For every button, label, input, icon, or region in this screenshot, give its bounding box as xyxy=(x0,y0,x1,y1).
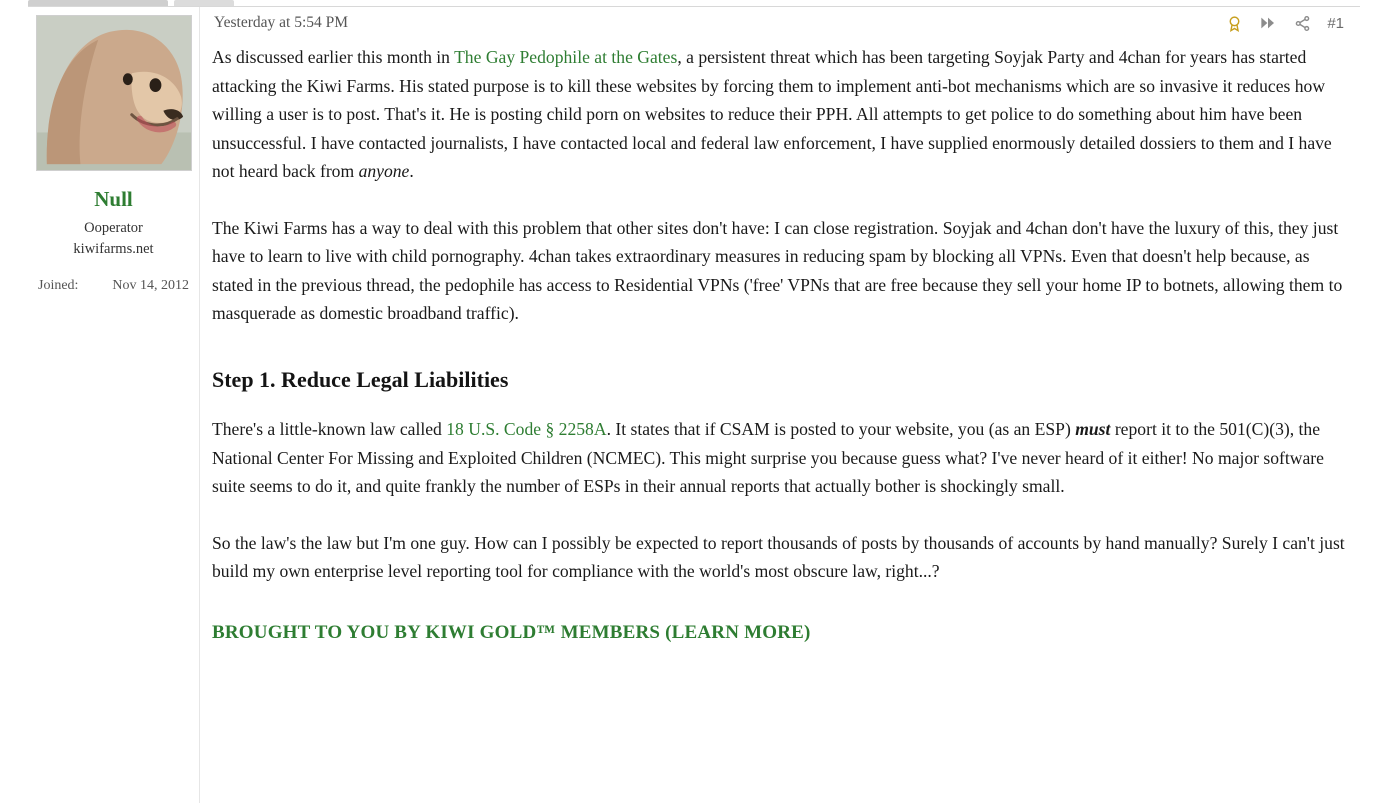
promo-paren-open: ( xyxy=(665,621,672,643)
post-message-column xyxy=(200,7,1360,803)
share-icon[interactable] xyxy=(1293,14,1311,32)
promo-banner xyxy=(212,618,1346,649)
author-title: Ooperator xyxy=(84,220,143,237)
intro-text-c: . xyxy=(409,161,414,181)
link-gay-pedophile-at-the-gates[interactable]: The Gay Pedophile at the Gates xyxy=(454,47,678,67)
paragraph-law xyxy=(212,415,1346,501)
link-learn-more[interactable]: LEARN MORE xyxy=(671,621,804,643)
jump-to-new-icon[interactable] xyxy=(1259,14,1277,32)
paragraph-registration: The Kiwi Farms has a way to deal with this problem that other sites don't have: I can close registration. Soyjak and 4chan don't have the luxury of this, they just have to learn to live with child pornography. 4chan takes extraordinary measures in reducing spam by blocking all VPNs. Even that doesn't help because, as stated in the previous thread, the pedophile has access to Residential VPNs ('free' VPNs that are free because they sell your home IP to botnets, allowing them to masquerade as domestic broadband traffic). xyxy=(212,217,1343,323)
post-date[interactable]: Yesterday at 5:54 PM xyxy=(214,14,349,31)
post-body xyxy=(212,39,1346,648)
section-heading-step1: Step 1. Reduce Legal Liabilities xyxy=(212,366,509,392)
joined-date: Nov 14, 2012 xyxy=(112,278,189,294)
law-text-c: report it to the 501(C)(3), the National Center For Missing and Exploited Children (NCMEC). This might surprise you because guess what? I've never heard of it either! No major software suite seems to do it, and quite frankly the number of ESPs in their annual reports that actually bother is shockingly small. xyxy=(212,419,1324,497)
author-site: kiwifarms.net xyxy=(73,241,154,258)
emphasis-anyone: anyone xyxy=(358,161,410,181)
post-number[interactable]: #1 xyxy=(1327,14,1344,32)
joined-label: Joined: xyxy=(38,278,79,294)
intro-text-b: , a persistent threat which has been targeting Soyjak Party and 4chan for years has started attacking the Kiwi Farms. His stated purpose is to kill these websites by forcing them to implement anti-bot mechanisms which are so invasive it reduces how willing a user is to post. That's it. He is posting child porn on websites to reduce their PPH. All attempts to get police to do something about him have been unsuccessful. I have contacted journalists, I have contacted local and federal law enforcement, I have supplied enormously detailed dossiers to them and I have not heard back from xyxy=(212,47,1332,181)
author-name[interactable]: Null xyxy=(94,187,133,211)
joined-row xyxy=(36,278,191,294)
intro-text-a: As discussed earlier this month in xyxy=(212,47,455,67)
award-icon[interactable] xyxy=(1225,14,1243,32)
post-author-column xyxy=(28,7,200,803)
post-header-actions xyxy=(1225,14,1344,32)
promo-paren-close: ) xyxy=(804,621,811,643)
law-text-b: . It states that if CSAM is posted to your website, you (as an ESP) xyxy=(606,419,1076,440)
law-text-a: There's a little-known law called xyxy=(212,419,447,440)
paragraph-one-guy: So the law's the law but I'm one guy. How can I possibly be expected to report thousands of posts by thousands of accounts by hand manually? Surely I can't just build my own enterprise level reporting tool for compliance with the world's most obscure law, right...? xyxy=(212,532,1345,582)
emphasis-must: must xyxy=(1075,419,1111,440)
link-18-usc-2258a[interactable]: 18 U.S. Code § 2258A xyxy=(446,419,607,440)
post-container xyxy=(28,6,1360,803)
paragraph-intro xyxy=(212,43,1346,186)
avatar[interactable] xyxy=(36,15,192,171)
promo-text: BROUGHT TO YOU BY KIWI GOLD™ MEMBERS xyxy=(212,621,666,643)
post-header xyxy=(212,7,1346,39)
